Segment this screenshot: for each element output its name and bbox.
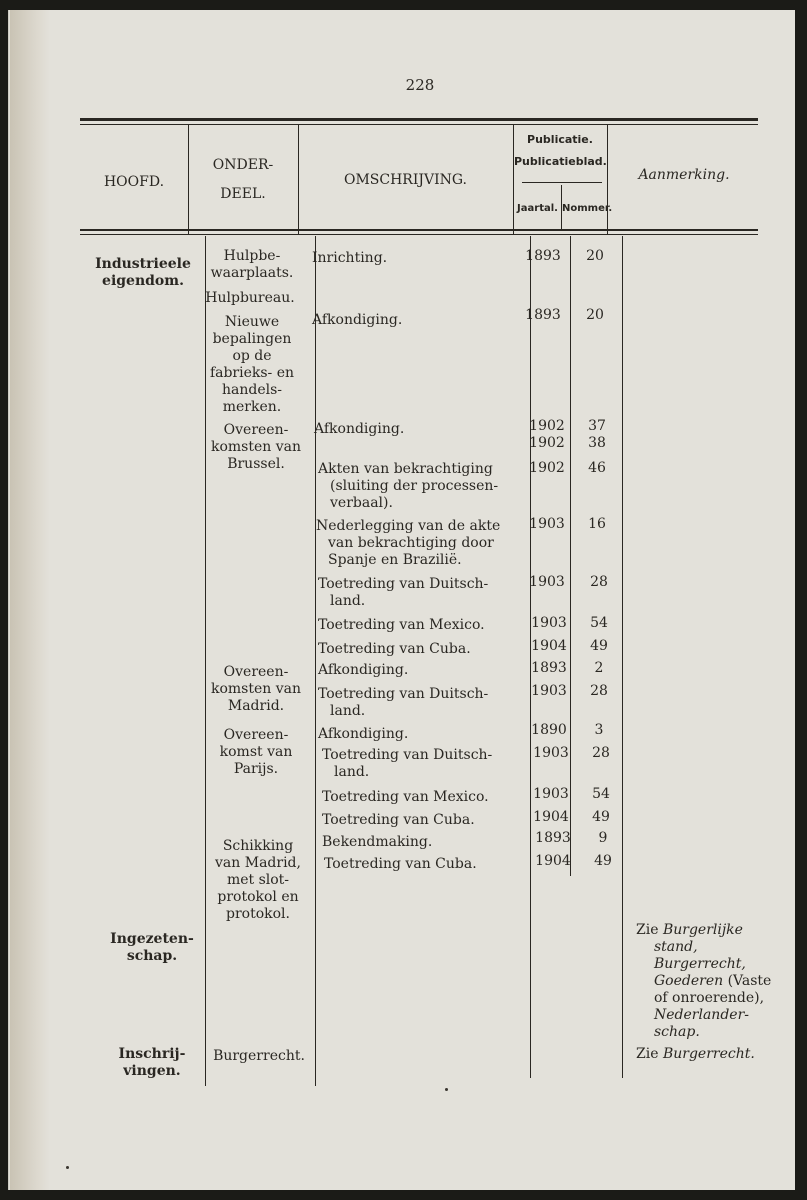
nommer-cell bbox=[572, 307, 618, 324]
omschrijving-line: Afkondiging. bbox=[312, 312, 403, 328]
header-top-rule bbox=[80, 118, 758, 121]
header-bottom-rule bbox=[80, 229, 758, 231]
onderdeel-line: waarplaats. bbox=[210, 265, 294, 281]
onderdeel-burgerrecht bbox=[204, 1048, 314, 1065]
nommer-cell bbox=[576, 615, 622, 632]
header-divider-2 bbox=[298, 124, 299, 234]
body-divider-jaartal bbox=[570, 236, 571, 876]
aanmerking-line bbox=[636, 1007, 786, 1024]
aanmerking-line bbox=[636, 922, 786, 939]
omschrijving-cell bbox=[318, 617, 485, 634]
onderdeel-brussel bbox=[200, 422, 312, 473]
nommer-value: 3 bbox=[594, 722, 604, 738]
jaartal-value: 1902 bbox=[529, 435, 565, 451]
omschrijving-line: Afkondiging. bbox=[314, 421, 405, 437]
body-divider-onderdeel bbox=[315, 236, 316, 1086]
jaartal-cell bbox=[526, 745, 576, 762]
aanmerking-line bbox=[636, 956, 786, 973]
nommer-value: 46 bbox=[588, 460, 606, 476]
link-goederen: Goederen bbox=[654, 973, 724, 989]
hoofd-line: schap. bbox=[126, 948, 178, 964]
omschrijving-cell bbox=[324, 856, 477, 873]
aanmerking-text: of onroerende), bbox=[654, 990, 765, 1006]
nommer-value: 2 bbox=[594, 660, 604, 676]
omschrijving-line: Afkondiging. bbox=[318, 726, 409, 742]
aanmerking-text: stand, bbox=[654, 939, 698, 955]
body-divider-nommer bbox=[622, 236, 623, 1078]
nommer-cell bbox=[578, 786, 624, 803]
omschrijving-cell bbox=[318, 641, 471, 658]
jaartal-value: 1903 bbox=[533, 745, 569, 761]
header-publicatie: Publicatie. bbox=[527, 133, 593, 146]
omschrijving-cell bbox=[312, 250, 387, 267]
aanmerking-ingezetenschap bbox=[636, 922, 786, 1041]
onderdeel-line: handels- bbox=[221, 382, 283, 398]
ink-speck bbox=[66, 1166, 69, 1169]
header-jaartal: Jaartal. bbox=[517, 203, 558, 214]
nommer-cell bbox=[580, 830, 626, 847]
jaartal-cell bbox=[518, 307, 568, 324]
jaartal-value: 1904 bbox=[535, 853, 571, 869]
aanmerking-line bbox=[636, 939, 786, 956]
jaartal-value: 1904 bbox=[533, 809, 569, 825]
book-spine-shadow bbox=[10, 10, 50, 1190]
aanmerking-zie: Zie bbox=[636, 922, 659, 938]
nommer-cell bbox=[576, 683, 622, 700]
jaartal-value: 1903 bbox=[533, 786, 569, 802]
link-nederlanderschap: Nederlander- bbox=[654, 1007, 749, 1023]
omschrijving-line: Spanje en Brazilië. bbox=[328, 552, 462, 568]
publicatie-brace bbox=[522, 182, 602, 183]
onderdeel-line: van Madrid, bbox=[215, 855, 301, 871]
jaartal-value: 1904 bbox=[531, 638, 567, 654]
nommer-value: 20 bbox=[586, 248, 604, 264]
hoofd-ingezetenschap bbox=[82, 931, 222, 965]
omschrijving-line: Inrichting. bbox=[312, 250, 388, 266]
hoofd-line: vingen. bbox=[123, 1063, 181, 1079]
omschrijving-line: Afkondiging. bbox=[318, 662, 409, 678]
link-burgerrecht: Burgerrecht. bbox=[662, 1046, 755, 1062]
onderdeel-madrid bbox=[200, 664, 312, 715]
onderdeel-line: komst van bbox=[219, 744, 293, 760]
nommer-value: 49 bbox=[590, 638, 608, 654]
onderdeel-line: Parijs. bbox=[233, 761, 279, 777]
page-number: 228 bbox=[405, 76, 435, 94]
onderdeel-line: merken. bbox=[222, 399, 282, 415]
onderdeel-line: bepalingen bbox=[212, 331, 292, 347]
ink-speck bbox=[445, 1088, 448, 1091]
jaartal-cell bbox=[518, 248, 568, 265]
omschrijving-cell bbox=[322, 747, 492, 781]
nommer-cell bbox=[576, 722, 622, 739]
omschrijving-line: Toetreding van Cuba. bbox=[322, 812, 475, 828]
nommer-value: 9 bbox=[598, 830, 608, 846]
nommer-value: 37 bbox=[588, 418, 606, 434]
jaartal-cell bbox=[522, 460, 572, 477]
jaartal-cell bbox=[522, 574, 572, 591]
omschrijving-line: Nederlegging van de akte bbox=[316, 518, 501, 534]
nommer-value: 38 bbox=[588, 435, 606, 451]
aanmerking-line bbox=[636, 990, 786, 1007]
aanmerking-inschrijvingen bbox=[636, 1046, 786, 1063]
omschrijving-cell bbox=[314, 421, 404, 438]
nommer-cell bbox=[576, 638, 622, 655]
nommer-cell bbox=[580, 853, 626, 870]
omschrijving-cell bbox=[312, 312, 402, 329]
header-divider-4 bbox=[607, 124, 608, 234]
onderdeel-line: komsten van bbox=[210, 439, 302, 455]
jaartal-cell bbox=[528, 853, 578, 870]
nommer-value: 54 bbox=[592, 786, 610, 802]
onderdeel-line: protokol en bbox=[217, 889, 299, 905]
hoofd-industrieele-eigendom bbox=[82, 256, 204, 290]
hoofd-line: eigendom. bbox=[102, 273, 184, 289]
hoofd-line: Industrieele bbox=[95, 256, 191, 272]
onderdeel-line: Madrid. bbox=[227, 698, 285, 714]
nommer-value: 16 bbox=[588, 516, 606, 532]
aanmerking-text: schap. bbox=[654, 1024, 700, 1040]
nommer-value: 28 bbox=[592, 745, 610, 761]
hoofd-inschrijvingen bbox=[82, 1046, 222, 1080]
jaartal-value: 1903 bbox=[529, 516, 565, 532]
nommer-cell bbox=[574, 418, 620, 452]
onderdeel-line: Hulpbureau. bbox=[205, 290, 295, 306]
omschrijving-cell bbox=[318, 576, 488, 610]
onderdeel-line: komsten van bbox=[210, 681, 302, 697]
omschrijving-line: verbaal). bbox=[330, 495, 393, 511]
nommer-value: 20 bbox=[586, 307, 604, 323]
header-onderdeel-line2: DEEL. bbox=[220, 186, 266, 202]
onderdeel-hulpbureau bbox=[194, 290, 306, 307]
onderdeel-line: Brussel. bbox=[227, 456, 285, 472]
jaartal-cell bbox=[524, 722, 574, 739]
nommer-value: 28 bbox=[590, 683, 608, 699]
link-burgerlijke-stand: Burgerlijke bbox=[662, 922, 743, 938]
omschrijving-line: land. bbox=[334, 764, 370, 780]
jaartal-value: 1893 bbox=[525, 248, 561, 264]
omschrijving-cell bbox=[322, 812, 475, 829]
omschrijving-cell bbox=[316, 518, 500, 569]
jaartal-cell bbox=[522, 516, 572, 533]
jaartal-value: 1903 bbox=[529, 574, 565, 590]
nommer-cell bbox=[572, 248, 618, 265]
onderdeel-line: met slot- bbox=[226, 872, 290, 888]
onderdeel-line: Overeen- bbox=[223, 422, 289, 438]
onderdeel-line: fabrieks- en bbox=[209, 365, 295, 381]
onderdeel-nieuwe-bepalingen bbox=[196, 314, 308, 416]
omschrijving-line: land. bbox=[330, 703, 366, 719]
onderdeel-line: Overeen- bbox=[223, 727, 289, 743]
jaartal-cell bbox=[524, 660, 574, 677]
header-bottom-rule-thin bbox=[80, 234, 758, 235]
jaartal-value: 1903 bbox=[531, 683, 567, 699]
jaartal-value: 1902 bbox=[529, 460, 565, 476]
header-divider-1 bbox=[188, 124, 189, 234]
omschrijving-line: Toetreding van Cuba. bbox=[318, 641, 471, 657]
header-onderdeel-line1: ONDER- bbox=[212, 157, 274, 173]
onderdeel-parijs bbox=[200, 727, 312, 778]
omschrijving-cell bbox=[318, 461, 498, 512]
jaartal-value: 1893 bbox=[525, 307, 561, 323]
omschrijving-line: Toetreding van Duitsch- bbox=[322, 747, 493, 763]
nommer-value: 49 bbox=[594, 853, 612, 869]
nommer-cell bbox=[574, 460, 620, 477]
onderdeel-line: Burgerrecht. bbox=[213, 1048, 305, 1064]
header-top-rule-thin bbox=[80, 124, 758, 125]
header-publicatieblad: Publicatieblad. bbox=[514, 155, 607, 168]
header-hoofd: HOOFD. bbox=[103, 174, 165, 190]
omschrijving-line: Akten van bekrachtiging bbox=[318, 461, 493, 477]
jaartal-cell bbox=[522, 418, 572, 452]
jaartal-value: 1903 bbox=[531, 615, 567, 631]
omschrijving-line: Toetreding van Duitsch- bbox=[318, 686, 489, 702]
jaartal-cell bbox=[524, 615, 574, 632]
jaartal-value: 1890 bbox=[531, 722, 567, 738]
jaartal-value: 1902 bbox=[529, 418, 565, 434]
nommer-cell bbox=[574, 516, 620, 533]
onderdeel-schikking-madrid bbox=[200, 838, 316, 923]
omschrijving-cell bbox=[318, 662, 408, 679]
header-nommer: Nommer. bbox=[562, 203, 613, 214]
jaartal-cell bbox=[524, 683, 574, 700]
jaartal-cell bbox=[528, 830, 578, 847]
onderdeel-hulpbewaarplaats bbox=[196, 248, 308, 282]
aanmerking-text: (Vaste bbox=[727, 973, 772, 989]
omschrijving-line: Toetreding van Duitsch- bbox=[318, 576, 489, 592]
link-burgerrecht: Burgerrecht, bbox=[654, 956, 746, 972]
nommer-cell bbox=[578, 745, 624, 762]
jaartal-cell bbox=[526, 809, 576, 826]
nommer-value: 28 bbox=[590, 574, 608, 590]
jaartal-cell bbox=[526, 786, 576, 803]
onderdeel-line: protokol. bbox=[226, 906, 290, 922]
onderdeel-line: Hulpbe- bbox=[223, 248, 281, 264]
header-aanmerking: Aanmerking. bbox=[638, 167, 730, 183]
hoofd-line: Inschrij- bbox=[118, 1046, 186, 1062]
onderdeel-line: op de bbox=[232, 348, 272, 364]
omschrijving-line: Toetreding van Mexico. bbox=[322, 789, 489, 805]
omschrijving-cell bbox=[318, 726, 408, 743]
aanmerking-zie: Zie bbox=[636, 1046, 659, 1062]
jaartal-value: 1893 bbox=[531, 660, 567, 676]
jaartal-cell bbox=[524, 638, 574, 655]
omschrijving-line: van bekrachtiging door bbox=[328, 535, 494, 551]
omschrijving-line: land. bbox=[330, 593, 366, 609]
omschrijving-cell bbox=[322, 834, 432, 851]
nommer-value: 49 bbox=[592, 809, 610, 825]
omschrijving-cell bbox=[318, 686, 488, 720]
nommer-cell bbox=[576, 574, 622, 591]
omschrijving-line: Bekendmaking. bbox=[322, 834, 433, 850]
omschrijving-line: Toetreding van Cuba. bbox=[324, 856, 477, 872]
nommer-value: 54 bbox=[590, 615, 608, 631]
jaartal-value: 1893 bbox=[535, 830, 571, 846]
hoofd-line: Ingezeten- bbox=[110, 931, 194, 947]
aanmerking-line bbox=[636, 1024, 786, 1041]
omschrijving-line: (sluiting der processen- bbox=[330, 478, 499, 494]
nommer-cell bbox=[576, 660, 622, 677]
onderdeel-line: Schikking bbox=[222, 838, 294, 854]
omschrijving-cell bbox=[322, 789, 489, 806]
aanmerking-line bbox=[636, 973, 786, 990]
omschrijving-line: Toetreding van Mexico. bbox=[318, 617, 485, 633]
onderdeel-line: Overeen- bbox=[223, 664, 289, 680]
header-omschrijving: OMSCHRIJVING. bbox=[343, 172, 468, 188]
body-divider-omschrijving bbox=[530, 236, 531, 1078]
nommer-cell bbox=[578, 809, 624, 826]
onderdeel-line: Nieuwe bbox=[224, 314, 280, 330]
